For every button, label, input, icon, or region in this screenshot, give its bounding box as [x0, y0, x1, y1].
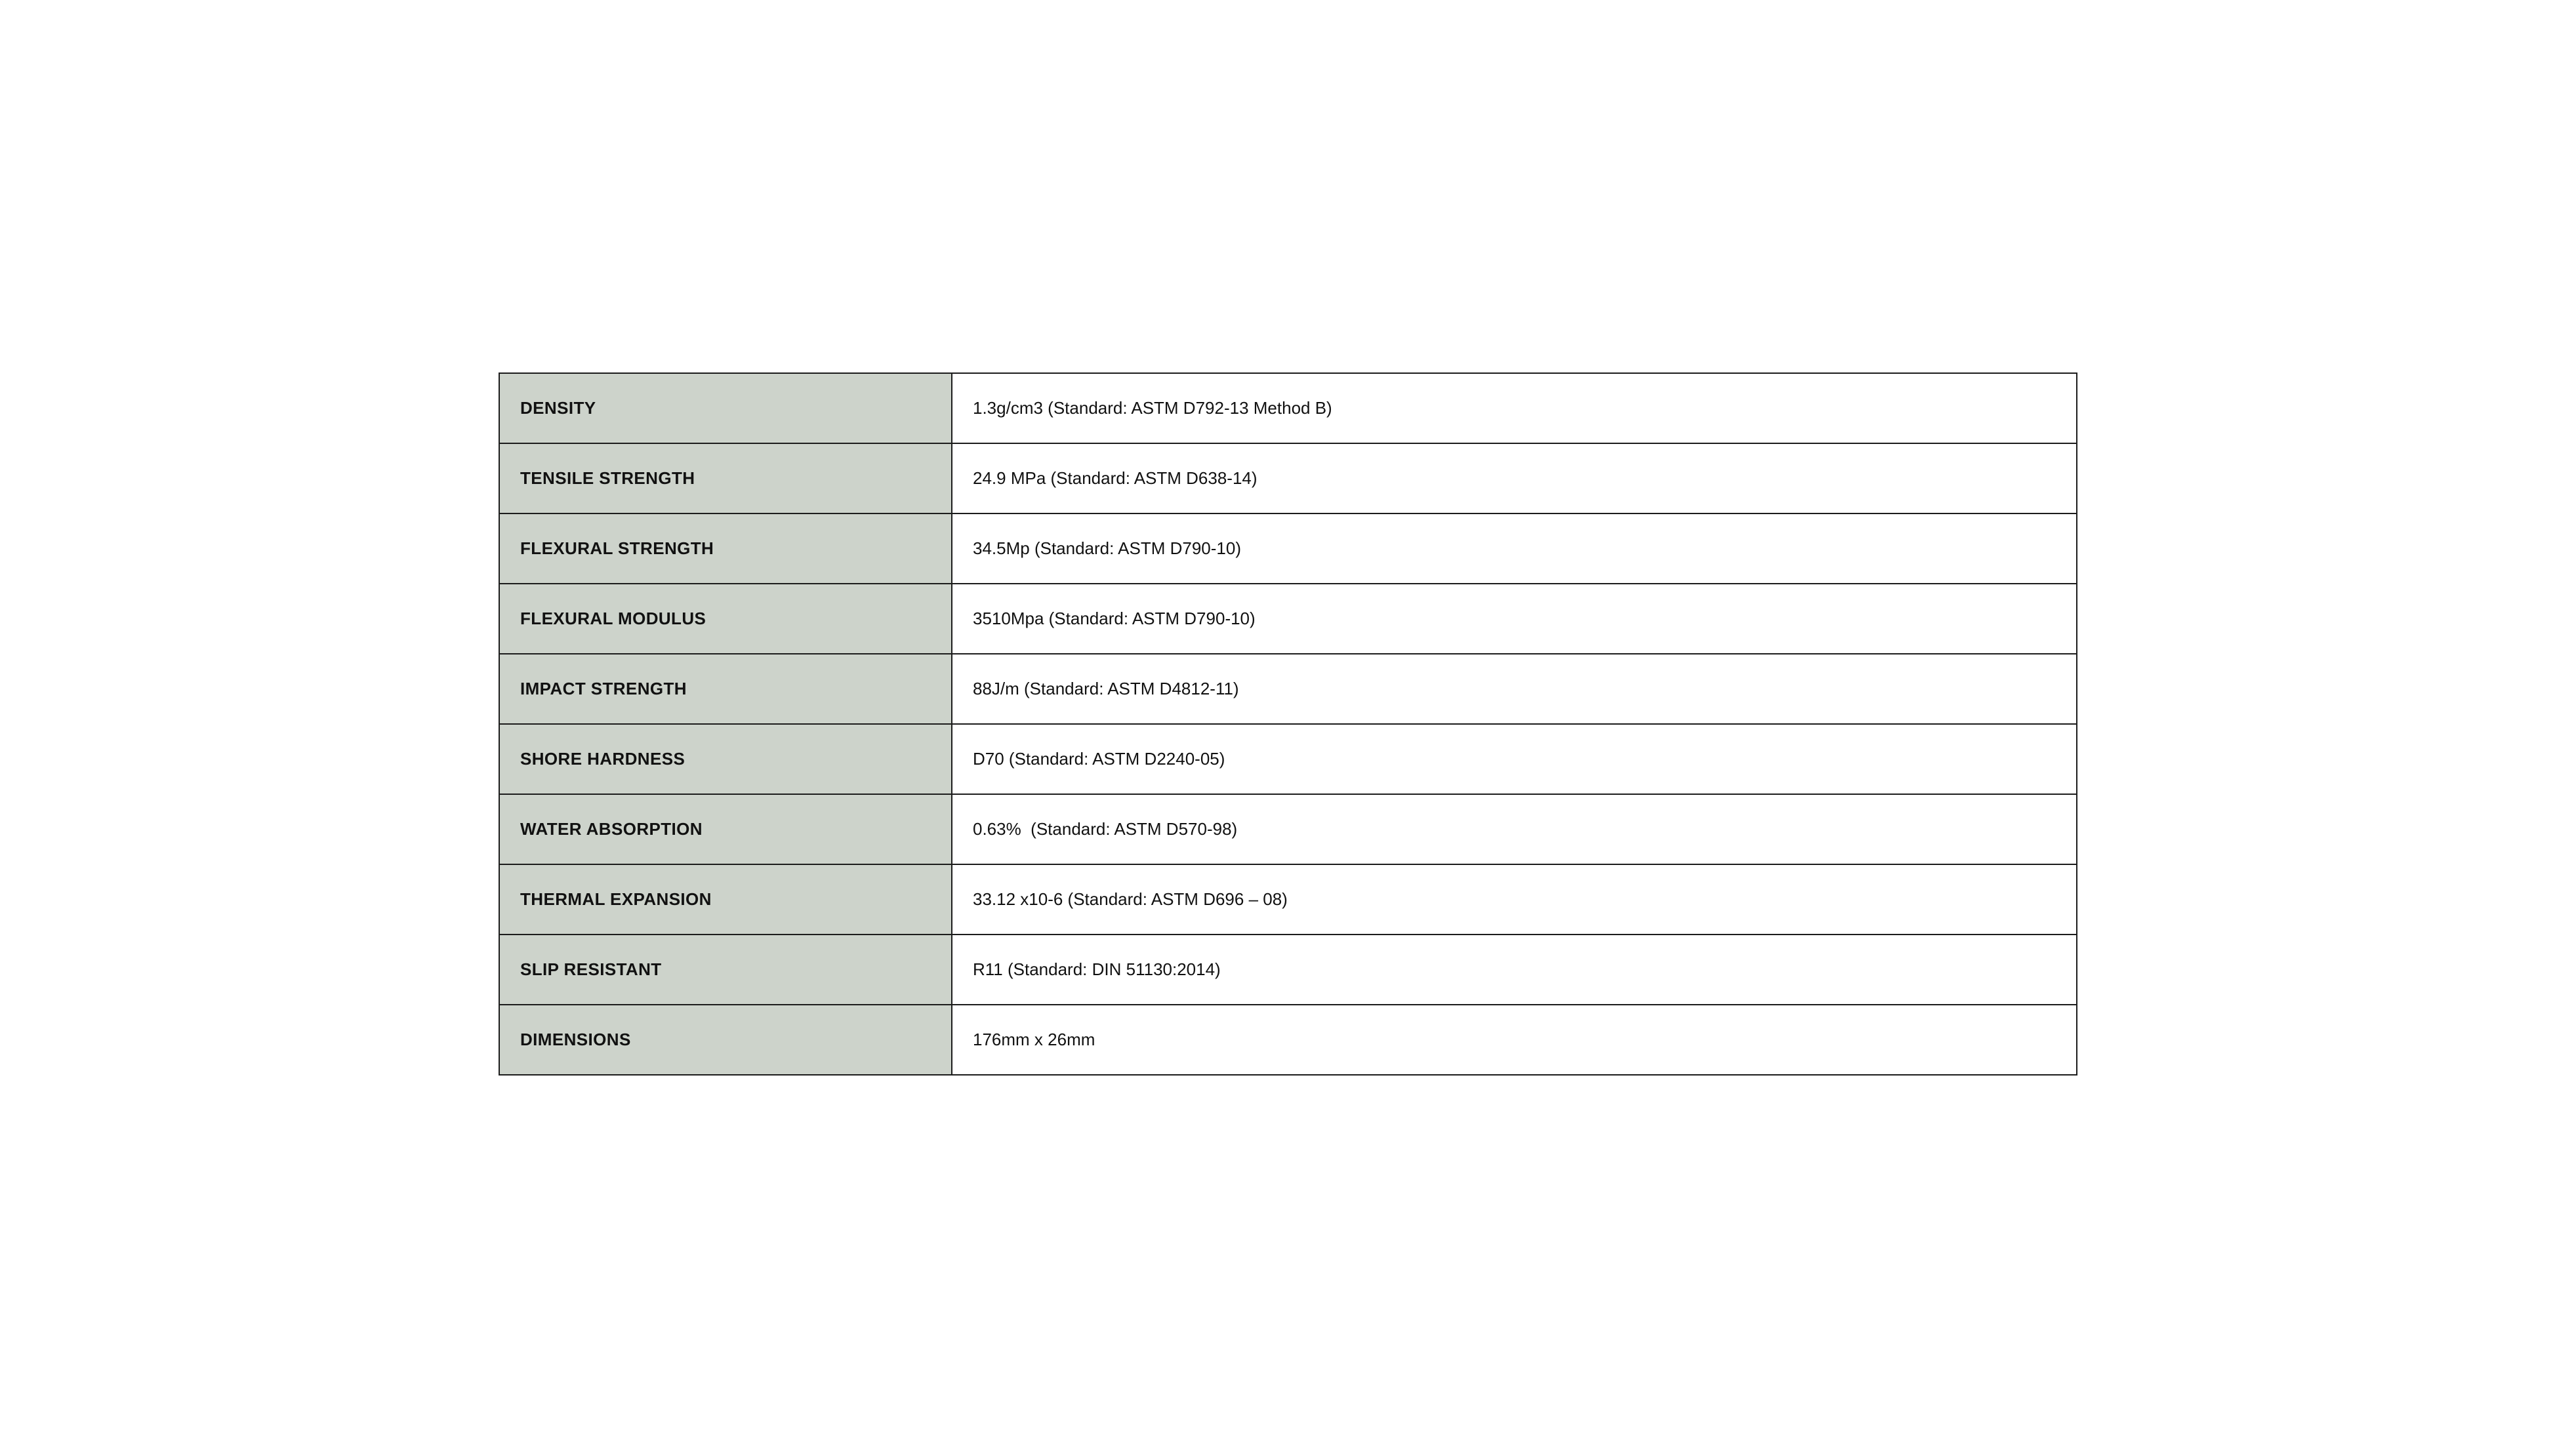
property-cell-water-absorption: WATER ABSORPTION	[499, 794, 952, 864]
property-cell-density: DENSITY	[499, 373, 952, 443]
table-row	[499, 724, 2077, 794]
table-row	[499, 443, 2077, 513]
value-cell-shore-hardness: D70 (Standard: ASTM D2240-05)	[952, 724, 2077, 794]
specs-table-body	[499, 373, 2077, 1075]
property-cell-impact-strength: IMPACT STRENGTH	[499, 654, 952, 724]
table-row	[499, 935, 2077, 1005]
value-cell-flexural-strength: 34.5Mp (Standard: ASTM D790-10)	[952, 513, 2077, 584]
table-row	[499, 794, 2077, 864]
value-cell-thermal-expansion: 33.12 x10-6 (Standard: ASTM D696 – 08)	[952, 864, 2077, 935]
value-cell-impact-strength: 88J/m (Standard: ASTM D4812-11)	[952, 654, 2077, 724]
property-cell-thermal-expansion: THERMAL EXPANSION	[499, 864, 952, 935]
value-cell-tensile-strength: 24.9 MPa (Standard: ASTM D638-14)	[952, 443, 2077, 513]
property-cell-tensile-strength: TENSILE STRENGTH	[499, 443, 952, 513]
material-specifications-table	[499, 372, 2077, 1076]
value-cell-density: 1.3g/cm3 (Standard: ASTM D792-13 Method B)	[952, 373, 2077, 443]
table-row	[499, 513, 2077, 584]
value-cell-flexural-modulus: 3510Mpa (Standard: ASTM D790-10)	[952, 584, 2077, 654]
value-cell-water-absorption: 0.63% (Standard: ASTM D570-98)	[952, 794, 2077, 864]
property-cell-slip-resistant: SLIP RESISTANT	[499, 935, 952, 1005]
table-row	[499, 654, 2077, 724]
property-cell-shore-hardness: SHORE HARDNESS	[499, 724, 952, 794]
table-row	[499, 1005, 2077, 1075]
value-cell-dimensions: 176mm x 26mm	[952, 1005, 2077, 1075]
property-cell-flexural-strength: FLEXURAL STRENGTH	[499, 513, 952, 584]
table-row	[499, 373, 2077, 443]
property-cell-flexural-modulus: FLEXURAL MODULUS	[499, 584, 952, 654]
value-cell-slip-resistant: R11 (Standard: DIN 51130:2014)	[952, 935, 2077, 1005]
property-cell-dimensions: DIMENSIONS	[499, 1005, 952, 1075]
table-row	[499, 584, 2077, 654]
table-row	[499, 864, 2077, 935]
